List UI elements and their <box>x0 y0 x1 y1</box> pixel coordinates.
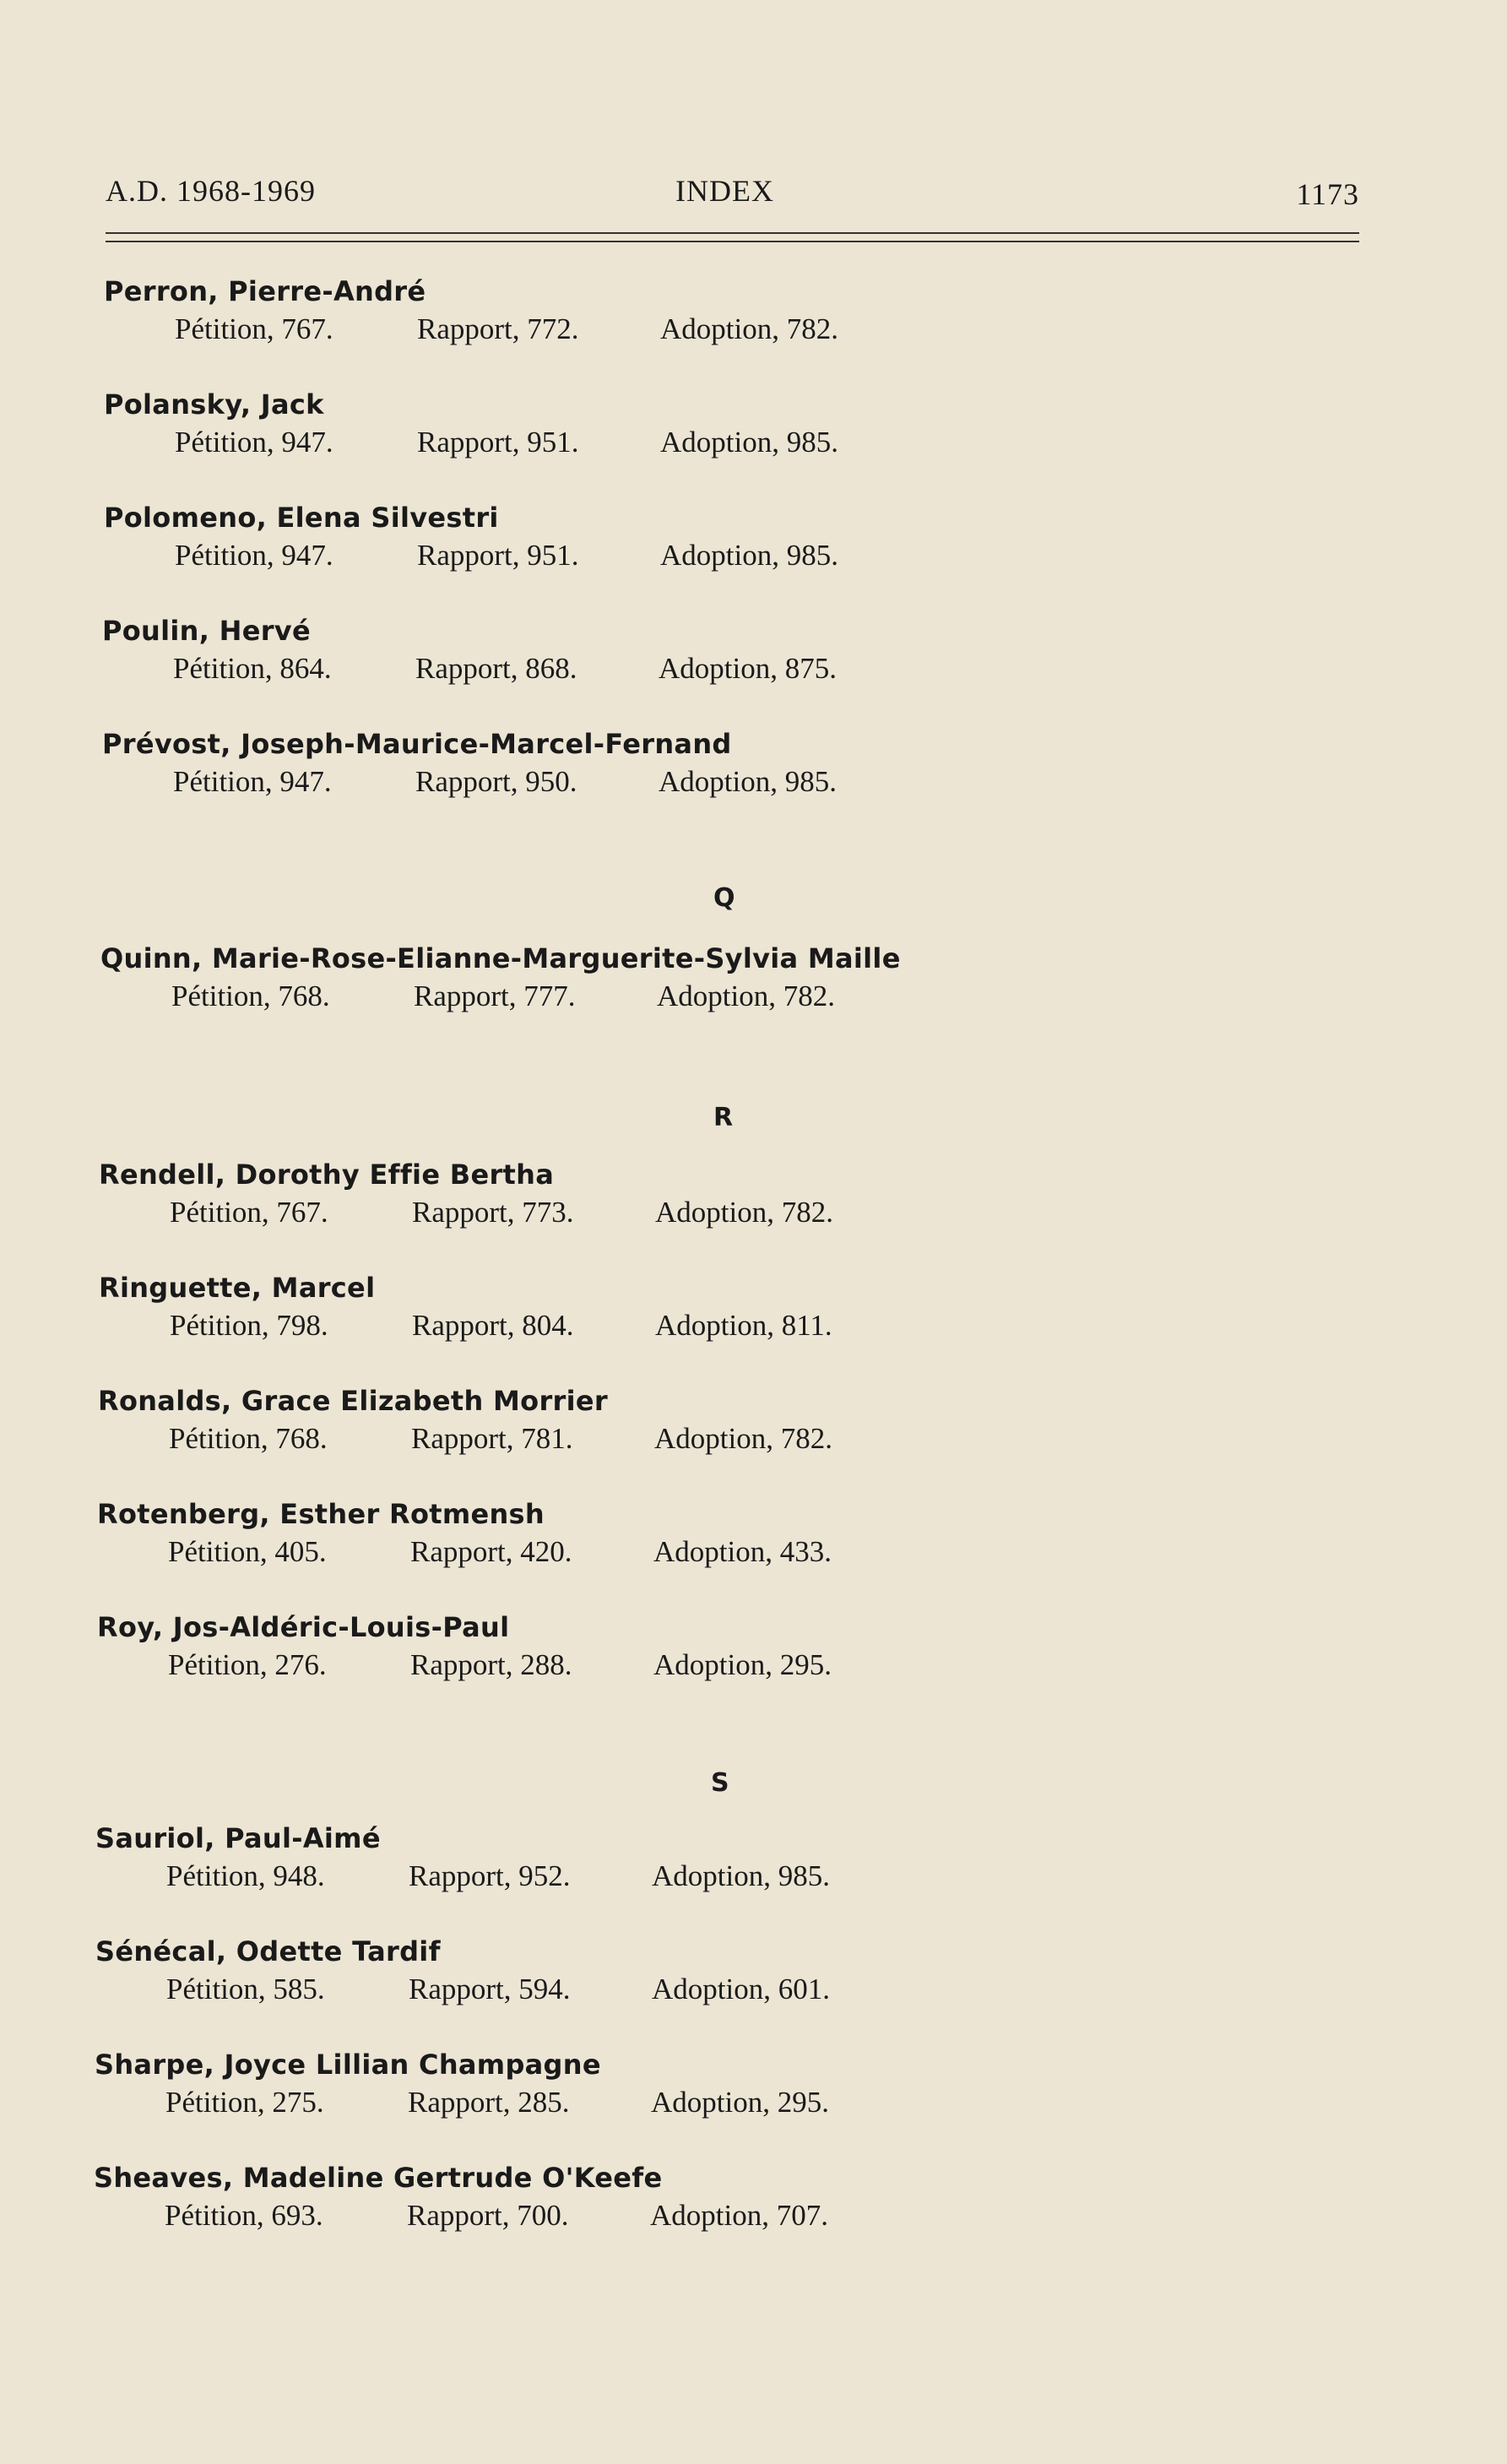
entry-petition: Pétition, 767. <box>175 312 333 345</box>
entry-name: Sauriol, Paul-Aimé <box>95 1822 381 1854</box>
index-entry <box>95 2049 939 2128</box>
entry-name: Ronalds, Grace Elizabeth Morrier <box>98 1385 608 1417</box>
index-entry <box>104 502 948 581</box>
header-rule-bottom <box>106 241 1359 242</box>
index-entry <box>95 1935 940 2015</box>
entry-rapport: Rapport, 700. <box>407 2199 569 2232</box>
entry-references <box>169 1422 942 1464</box>
header-years: A.D. 1968-1969 <box>106 174 316 208</box>
entry-rapport: Rapport, 777. <box>414 980 576 1012</box>
entry-name: Perron, Pierre-André <box>104 275 426 307</box>
entry-references <box>170 1196 943 1238</box>
entry-rapport: Rapport, 781. <box>411 1422 573 1455</box>
entry-rapport: Rapport, 772. <box>417 312 579 345</box>
entry-references <box>165 2086 939 2128</box>
header-rule-top <box>106 232 1359 234</box>
page-number: 1173 <box>1296 177 1359 211</box>
entry-references <box>171 980 945 1022</box>
header-title: INDEX <box>675 174 774 208</box>
entry-petition: Pétition, 947. <box>175 539 333 572</box>
entry-adoption: Adoption, 985. <box>652 1859 830 1892</box>
entry-references <box>165 2199 938 2241</box>
entry-adoption: Adoption, 782. <box>655 1196 833 1229</box>
entry-references <box>175 312 948 355</box>
index-entry <box>99 1272 943 1351</box>
entry-petition: Pétition, 948. <box>166 1859 325 1892</box>
index-entry <box>99 1159 943 1238</box>
entry-petition: Pétition, 768. <box>169 1422 328 1455</box>
index-entry <box>94 2162 938 2241</box>
index-entry <box>98 1385 942 1464</box>
entry-references <box>173 652 946 694</box>
entry-references <box>173 765 946 807</box>
entry-references <box>175 426 948 468</box>
entry-name: Sharpe, Joyce Lillian Champagne <box>95 2049 601 2081</box>
entry-petition: Pétition, 767. <box>170 1196 328 1229</box>
entry-petition: Pétition, 798. <box>170 1309 328 1342</box>
index-entry <box>102 615 946 694</box>
entry-name: Rendell, Dorothy Effie Bertha <box>99 1159 555 1191</box>
section-letter-q: Q <box>713 883 735 913</box>
entry-rapport: Rapport, 951. <box>417 426 579 459</box>
entry-petition: Pétition, 693. <box>165 2199 323 2232</box>
entry-references <box>168 1535 941 1577</box>
entry-petition: Pétition, 768. <box>171 980 330 1012</box>
entry-adoption: Adoption, 811. <box>655 1309 832 1342</box>
entry-name: Sénécal, Odette Tardif <box>95 1935 441 1967</box>
entry-petition: Pétition, 585. <box>166 1973 325 2005</box>
entry-rapport: Rapport, 594. <box>409 1973 571 2005</box>
entry-adoption: Adoption, 707. <box>650 2199 828 2232</box>
entry-references <box>168 1648 941 1691</box>
entry-petition: Pétition, 864. <box>173 652 332 685</box>
page-header <box>106 173 1359 215</box>
section-letter-r: R <box>713 1103 734 1132</box>
entry-rapport: Rapport, 804. <box>412 1309 574 1342</box>
entry-adoption: Adoption, 295. <box>653 1648 832 1681</box>
entry-adoption: Adoption, 875. <box>659 652 837 685</box>
entry-adoption: Adoption, 985. <box>659 765 837 798</box>
index-entry <box>104 275 948 355</box>
entry-rapport: Rapport, 951. <box>417 539 579 572</box>
index-entry <box>97 1498 941 1577</box>
entry-adoption: Adoption, 601. <box>652 1973 830 2005</box>
index-entry <box>95 1822 940 1902</box>
entry-rapport: Rapport, 868. <box>415 652 577 685</box>
entry-rapport: Rapport, 288. <box>410 1648 572 1681</box>
entry-adoption: Adoption, 433. <box>653 1535 832 1568</box>
entry-name: Polansky, Jack <box>104 388 324 421</box>
entry-references <box>175 539 948 581</box>
entry-rapport: Rapport, 950. <box>415 765 577 798</box>
entry-adoption: Adoption, 985. <box>660 539 838 572</box>
entry-name: Rotenberg, Esther Rotmensh <box>97 1498 545 1530</box>
entry-petition: Pétition, 947. <box>175 426 333 459</box>
entry-adoption: Adoption, 295. <box>651 2086 829 2119</box>
entry-name: Sheaves, Madeline Gertrude O'Keefe <box>94 2162 663 2194</box>
entry-references <box>170 1309 943 1351</box>
entry-name: Polomeno, Elena Silvestri <box>104 502 499 534</box>
entry-adoption: Adoption, 985. <box>660 426 838 459</box>
index-entry <box>104 388 948 468</box>
entry-references <box>166 1859 940 1902</box>
entry-name: Ringuette, Marcel <box>99 1272 376 1304</box>
entry-name: Quinn, Marie-Rose-Elianne-Marguerite-Sylvia Maille <box>100 942 901 974</box>
entry-adoption: Adoption, 782. <box>654 1422 832 1455</box>
entry-petition: Pétition, 405. <box>168 1535 327 1568</box>
entry-name: Prévost, Joseph-Maurice-Marcel-Fernand <box>102 728 732 760</box>
entry-rapport: Rapport, 773. <box>412 1196 574 1229</box>
entry-name: Poulin, Hervé <box>102 615 311 647</box>
index-entry <box>97 1611 941 1691</box>
entry-adoption: Adoption, 782. <box>657 980 835 1012</box>
entry-rapport: Rapport, 285. <box>408 2086 570 2119</box>
entry-adoption: Adoption, 782. <box>660 312 838 345</box>
entry-name: Roy, Jos-Aldéric-Louis-Paul <box>97 1611 510 1643</box>
section-letter-s: S <box>711 1768 729 1798</box>
entry-petition: Pétition, 276. <box>168 1648 327 1681</box>
index-entry <box>102 728 946 807</box>
entry-references <box>166 1973 940 2015</box>
index-entry <box>100 942 945 1022</box>
entry-rapport: Rapport, 420. <box>410 1535 572 1568</box>
entry-petition: Pétition, 947. <box>173 765 332 798</box>
entry-petition: Pétition, 275. <box>165 2086 324 2119</box>
entry-rapport: Rapport, 952. <box>409 1859 571 1892</box>
